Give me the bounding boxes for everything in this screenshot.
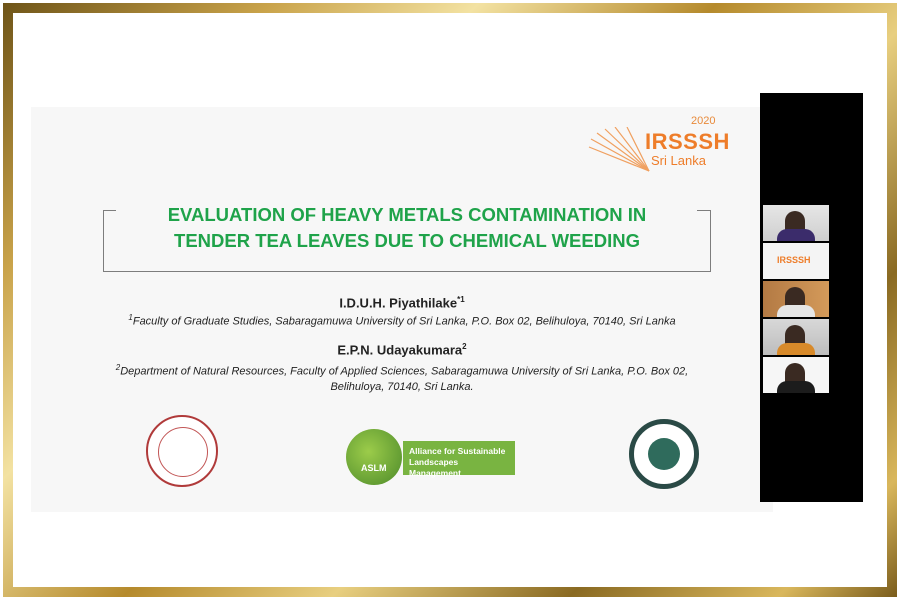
- aslm-label: Alliance for Sustainable Landscapes Management: [403, 441, 515, 475]
- conference-year: 2020: [691, 115, 716, 127]
- participants-panel: [760, 93, 863, 502]
- slide-title-line2: TENDER TEA LEAVES DUE TO CHEMICAL WEEDING: [174, 230, 640, 251]
- slide-title: [117, 202, 697, 254]
- aslm-logo: [341, 417, 516, 485]
- gold-frame: [3, 3, 897, 597]
- participant-tile[interactable]: [763, 319, 829, 355]
- participant-tile[interactable]: [763, 205, 829, 241]
- rainforest-alliance-logo: [629, 419, 699, 489]
- university-seal-logo: [146, 415, 218, 487]
- author2-name: E.P.N. Udayakumara$^2$: [337, 342, 467, 358]
- presentation-slide: [31, 107, 773, 512]
- screen: [13, 13, 887, 587]
- participant-tile[interactable]: [763, 281, 829, 317]
- author1-name: I.D.U.H. Piyathilake$^{*1}$: [339, 295, 465, 311]
- participant-tile[interactable]: [763, 357, 829, 393]
- slide-title-line1: EVALUATION OF HEAVY METALS CONTAMINATION IN: [167, 204, 647, 225]
- participant-tile[interactable]: [763, 243, 829, 279]
- author2-affiliation: $^2$Department of Natural Resources, Faculty of Applied Sciences, Sabaragamuwa University of Sri Lanka, P.O. Box 02, Belihuloya, 70140, Sri Lanka.: [115, 363, 689, 393]
- participant-logo: IRSSSH: [777, 255, 811, 265]
- conference-name: IRSSSH: [645, 129, 730, 154]
- aslm-abbreviation: ASLM: [361, 463, 387, 473]
- author1-affiliation: $^1$Faculty of Graduate Studies, Sabaragamuwa University of Sri Lanka, P.O. Box 02, Belihuloya, 70140, Sri Lanka: [128, 313, 676, 328]
- conference-country: Sri Lanka: [651, 153, 706, 168]
- globe-icon: [346, 429, 402, 485]
